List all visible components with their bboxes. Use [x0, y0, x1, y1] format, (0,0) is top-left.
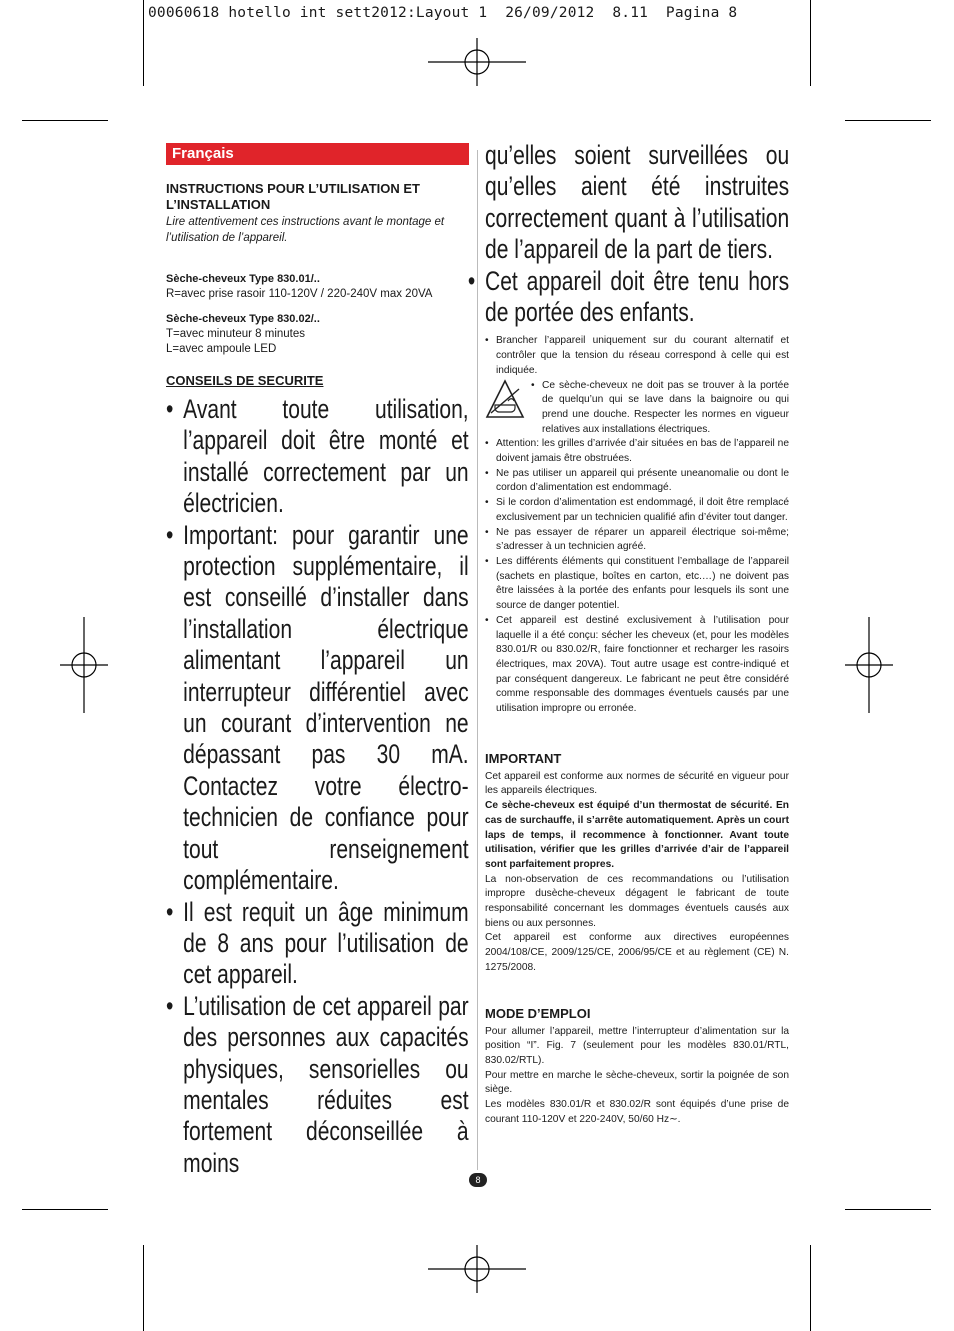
- model-line: T=avec minuteur 8 minutes: [166, 328, 306, 340]
- important-bold-paragraph: Ce sèche-cheveux est équipé d’un thermostat de sécurité. En cas de surchauffe, il s’arrête automatiquement. Après un court laps de temps, il recommence à fonctionner. Avant toute utilisation, vérifier que les grilles d’arrivée d’air de l’appareil sont parfaitement propres.: [485, 800, 789, 870]
- big-warning-continued: qu’elles soient surveillées ou qu’elles aient été instruites correctement quant à l’utilisation de l’appareil de la part de tiers.: [485, 140, 790, 265]
- important-paragraph: Cet appareil est conforme aux directives européennes 2004/108/CE, 2009/125/CE, 2006/95/CE et au règlement (CE) N. 1275/2008.: [485, 932, 789, 973]
- important-title: IMPORTANT: [485, 750, 562, 766]
- model-title: Sèche-cheveux Type 830.01/..: [166, 273, 320, 285]
- instructions-intro: Lire attentivement ces instructions avant le montage et l’utilisation de l’appareil.: [166, 216, 445, 244]
- big-warnings-right: [467, 140, 790, 328]
- big-warning: • Important: pour garantir une protection supplémentaire, il est conseillé d’installer dans l’installation électrique alimentant l’appareil un interrupteur différentiel avec un courant d’intervention ne dépassant pas 30 mA. Contactez votre électro-technicien de confiance pour tout renseignement complémentaire.: [166, 519, 469, 896]
- language-banner: Français: [166, 143, 469, 165]
- big-warning: • Cet appareil doit être tenu hors de portée des enfants.: [467, 265, 790, 328]
- crop-mark: [22, 1209, 108, 1210]
- safety-bullet: • Attention: les grilles d’arrivée d’air situées en bas de l’appareil ne doivent jamais être obstruées.: [485, 438, 789, 465]
- registration-mark-left: [60, 617, 108, 713]
- model-line: L=avec ampoule LED: [166, 343, 277, 355]
- crop-mark: [22, 120, 108, 121]
- safety-title: CONSEILS DE SECURITE: [166, 373, 324, 388]
- crop-mark: [810, 1245, 811, 1331]
- registration-mark-right: [845, 617, 893, 713]
- model-line: R=avec prise rasoir 110-120V / 220-240V max 20VA: [166, 288, 433, 300]
- big-warning: • Avant toute utilisation, l’appareil doit être monté et installé correctement par un électricien.: [166, 394, 469, 519]
- mode-emploi-paragraph: Pour mettre en marche le sèche-cheveux, sortir la poignée de son siège.: [485, 1069, 789, 1096]
- safety-bullets: [485, 334, 789, 716]
- safety-bullet: • Ne pas essayer de réparer un appareil électrique soi-même; s’adresser à un technicien agréé.: [485, 526, 789, 553]
- model-title: Sèche-cheveux Type 830.02/..: [166, 313, 320, 325]
- big-warnings-left: [166, 394, 469, 1179]
- safety-bullet: • Ne pas utiliser un appareil qui présente uneanomalie ou dont le cordon d’alimentation est endommagé.: [485, 467, 789, 494]
- important-paragraph: Cet appareil est conforme aux normes de sécurité en vigueur pour les appareils électriques.: [485, 770, 789, 797]
- important-paragraph: La non-observation de ces recommandations ou l’utilisation impropre dusèche-cheveux dégagent le fabricant de toute responsabilité concernant les dommages éventuels causés aux biens ou aux personnes.: [485, 873, 789, 929]
- crop-mark: [143, 1245, 144, 1331]
- bathtub-warning-row: [485, 379, 789, 438]
- crop-mark: [810, 0, 811, 86]
- mode-emploi-title: MODE D’EMPLOI: [485, 1005, 591, 1021]
- safety-bullet: • Les différents éléments qui constituent l’emballage de l’appareil (sachets en plastique, boîtes en carton, etc.…) ne doivent pas être laissées à la portée des enfants pour lesquels ils sont une source de danger potentiel.: [485, 555, 789, 612]
- safety-bullet: • Si le cordon d’alimentation est endommagé, il doit être remplacé exclusivement par un technicien qualifié afin d’éviter tout danger.: [485, 497, 789, 523]
- crop-mark: [845, 120, 931, 121]
- mode-emploi-paragraph: Pour allumer l’appareil, mettre l’interrupteur d’alimentation sur la position “I”. Fig. 7 (seulement pour les modèles 830.01/RTL, 830.02/RTL).: [485, 1025, 789, 1066]
- no-bathtub-icon: [485, 379, 525, 419]
- registration-mark-top: [428, 38, 526, 86]
- page-number: 8: [469, 1173, 487, 1187]
- safety-bullet: • Cet appareil est destiné exclusivement à l’utilisation pour laquelle il a été conçu: sécher les cheveux (et, pour les modèles 830.01/R ou 830.02/R, faire fonctionner et recharger les rasoirs électriques, max 20VA). Tout autre usage est contre-indiqué et par conséquent dangereux. Le fabricant ne peut être considéré comme responsable des dommages éventuels causés par une utilisation impropre ou erronée.: [485, 614, 789, 715]
- big-warning: • Il est requit un âge minimum de 8 ans pour l’utilisation de cet appareil.: [166, 896, 469, 990]
- left-column: [166, 143, 469, 1179]
- model-block: [166, 312, 469, 357]
- crop-mark: [845, 1209, 931, 1210]
- model-block: [166, 272, 469, 302]
- safety-bullet: • Brancher l’appareil uniquement sur du courant alternatif et contrôler que la tension du réseau correspond à celle qui est indiquée.: [485, 335, 789, 376]
- instructions-title: INSTRUCTIONS POUR L’UTILISATION ET L’INSTALLATION: [166, 181, 420, 212]
- mode-emploi-paragraph: Les modèles 830.01/R et 830.02/R sont équipés d’une prise de courant 110-120V et 220-240V, 50/60 Hz∼.: [485, 1099, 789, 1125]
- registration-mark-bottom: [428, 1245, 526, 1293]
- right-column: [467, 140, 790, 1127]
- big-warning: • L’utilisation de cet appareil par des personnes aux capacités physiques, sensorielles ou mentales réduites est fortement déconseillée à moins: [166, 990, 469, 1178]
- crop-mark: [143, 0, 144, 86]
- print-header: 00060618 hotello int sett2012:Layout 1 26/09/2012 8.11 Pagina 8: [148, 5, 738, 21]
- safety-bullet: • Ce sèche-cheveux ne doit pas se trouver à la portée de quelqu’un qui se lave dans la baignoire ou qui prend une douche. Respecter les normes en vigueur relatives aux installations électriques.: [531, 379, 789, 435]
